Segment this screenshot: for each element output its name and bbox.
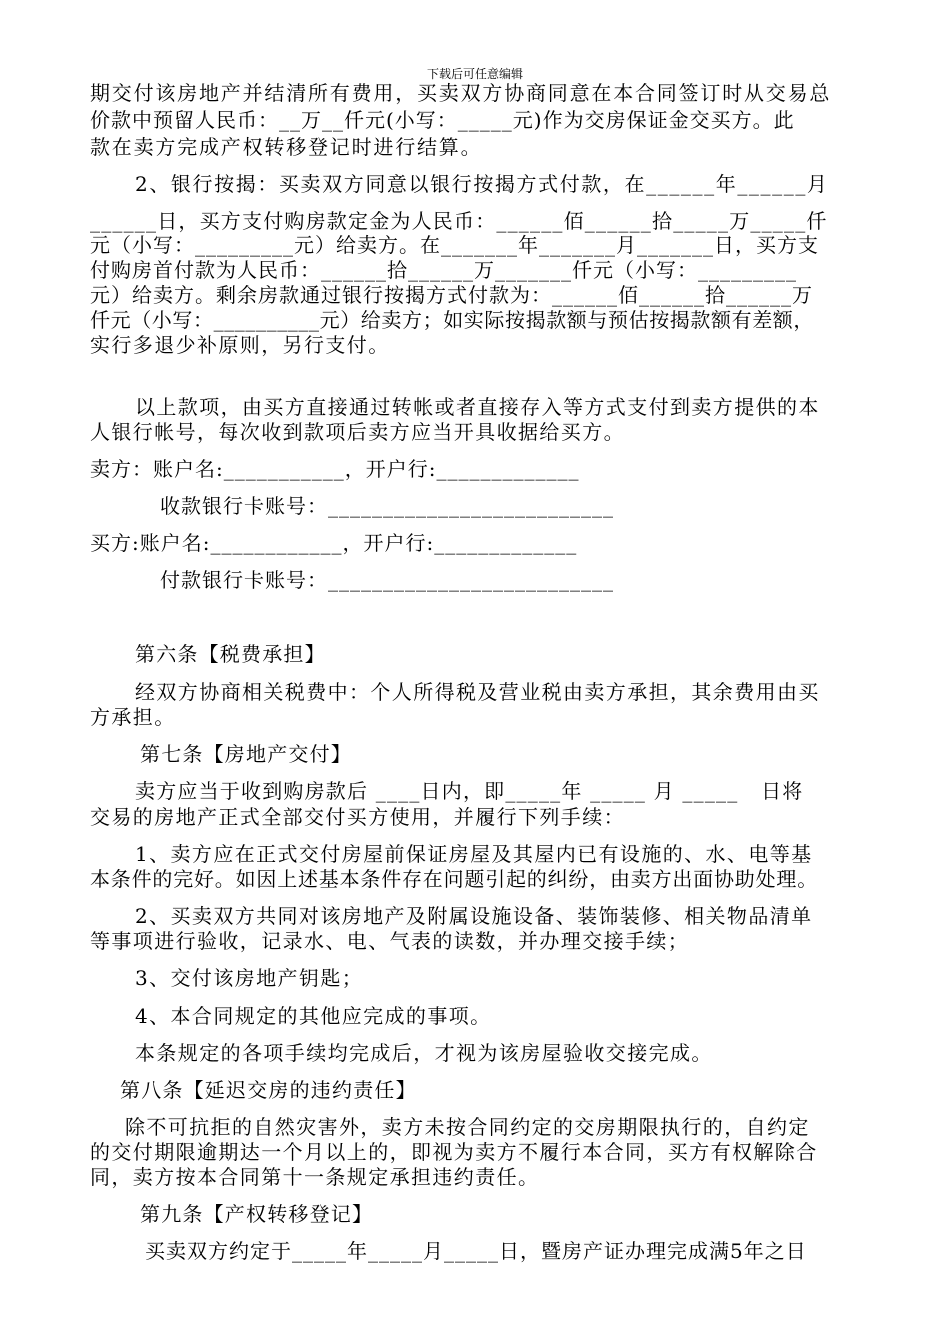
text-line: 元（小写：_________元）给卖方。在_______年_______月_______日，买方支	[90, 233, 819, 257]
text-line: 同，卖方按本合同第十一条规定承担违约责任。	[90, 1165, 540, 1189]
seller-account-line: 卖方：账户名:___________，开户行:_____________	[90, 457, 580, 481]
text-line: 期交付该房地产并结清所有费用，买卖双方协商同意在本合同签订时从交易总	[90, 81, 832, 105]
text-line: 元）给卖方。剩余房款通过银行按揭方式付款为：______佰______拾______万	[90, 283, 813, 307]
buyer-account-line: 买方:账户名:____________，开户行:_____________	[90, 531, 578, 555]
text-line: 本条规定的各项手续均完成后，才视为该房屋验收交接完成。	[135, 1041, 713, 1065]
text-line: 等事项进行验收，记录水、电、气表的读数，并办理交接手续；	[90, 929, 690, 953]
text-line: 3、交付该房地产钥匙；	[135, 966, 364, 990]
text-line: 以上款项，由买方直接通过转帐或者直接存入等方式支付到卖方提供的本	[135, 395, 820, 419]
text-line: 付购房首付款为人民币：______拾______万_______仟元（小写：_________	[90, 258, 797, 282]
text-line: 买卖双方约定于_____年_____月_____日，暨房产证办理完成满5年之日	[145, 1239, 807, 1263]
text-line: 2、银行按揭：买卖双方同意以银行按揭方式付款，在______年______月	[135, 172, 829, 196]
text-line: 款在卖方完成产权转移登记时进行结算。	[90, 135, 483, 159]
text-line: 实行多退少补原则，另行支付。	[90, 333, 390, 357]
text-line: 经双方协商相关税费中：个人所得税及营业税由卖方承担，其余费用由买	[135, 680, 820, 704]
text-line: 价款中预留人民币：__万__仟元(小写：_____元)作为交房保证金交买方。此	[90, 108, 795, 132]
section-heading: 第六条【税费承担】	[135, 642, 326, 666]
seller-card-line: 收款银行卡账号：__________________________	[160, 494, 614, 518]
section-heading: 第七条【房地产交付】	[140, 742, 352, 766]
text-line: 交易的房地产正式全部交付买方使用，并履行下列手续：	[90, 805, 625, 829]
buyer-card-line: 付款银行卡账号：__________________________	[160, 568, 614, 592]
text-line: ______日，买方支付购房款定金为人民币：______佰______拾_____万_____仟	[90, 209, 828, 233]
section-heading: 第八条【延迟交房的违约责任】	[120, 1078, 417, 1102]
text-line: 仟元（小写：__________元）给卖方；如实际按揭款额与预估按揭款额有差额，	[90, 308, 814, 332]
text-line: 卖方应当于收到购房款后 ____日内，即_____年 _____ 月 _____ 日将	[135, 779, 804, 803]
page-header: 下载后可任意编辑	[426, 67, 523, 81]
text-line: 的交付期限逾期达一个月以上的，即视为卖方不履行本合同，买方有权解除合	[90, 1140, 818, 1164]
text-line: 2、买卖双方共同对该房地产及附属设施设备、装饰装修、相关物品清单	[135, 904, 813, 928]
text-line: 人银行帐号，每次收到款项后卖方应当开具收据给买方。	[90, 420, 625, 444]
text-line: 除不可抗拒的自然灾害外，卖方未按合同约定的交房期限执行的，自约定	[125, 1115, 810, 1139]
section-heading: 第九条【产权转移登记】	[140, 1202, 374, 1226]
text-line: 本条件的完好。如因上述基本条件存在问题引起的纠纷，由卖方出面协助处理。	[90, 867, 818, 891]
text-line: 方承担。	[90, 705, 176, 729]
text-line: 4、本合同规定的其他应完成的事项。	[135, 1004, 492, 1028]
text-line: 1、卖方应在正式交付房屋前保证房屋及其屋内已有设施的、水、电等基	[135, 842, 813, 866]
